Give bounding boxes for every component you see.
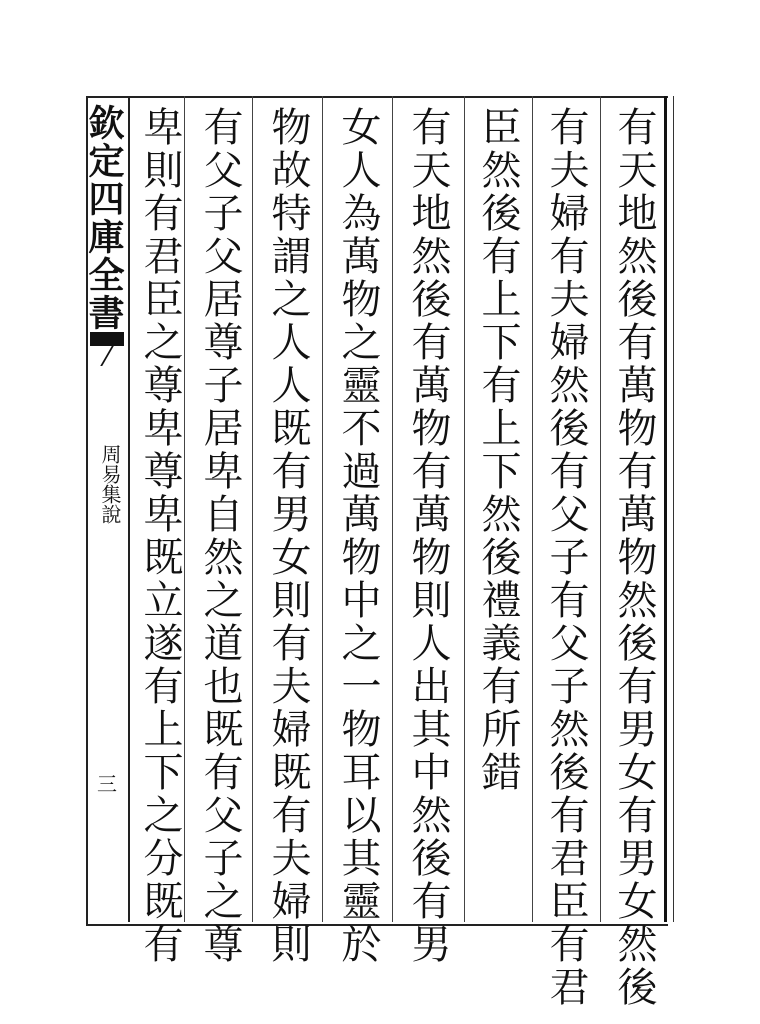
column-divider <box>532 96 533 922</box>
text-column-7: 有父子父居尊子居卑自然之道也既有父子之尊 <box>197 106 243 966</box>
text-column-1: 有天地然後有萬物有萬物然後有男女有男女然後 <box>611 106 657 1009</box>
page-number: 三 <box>97 772 117 796</box>
text-column-6: 物故特謂之人人既有男女則有夫婦既有夫婦則 <box>265 106 311 966</box>
text-column-4: 有天地然後有萬物有萬物則人出其中然後有男 <box>405 106 451 966</box>
page-frame-right-border <box>664 96 674 922</box>
text-column-8: 卑則有君臣之尊卑尊卑既立遂有上下之分既有 <box>137 106 183 966</box>
column-divider <box>322 96 323 922</box>
text-column-3: 臣然後有上下有上下然後禮義有所錯 <box>475 106 521 794</box>
column-divider <box>600 96 601 922</box>
text-column-2: 有夫婦有夫婦然後有父子有父子然後有君臣有君 <box>543 106 589 1009</box>
text-column-5: 女人為萬物之靈不過萬物中之一物耳以其靈於 <box>335 106 381 966</box>
collection-title: 欽定四庫全書 <box>83 104 125 332</box>
column-divider <box>464 96 465 922</box>
column-divider <box>392 96 393 922</box>
book-title: 周易集說 <box>98 444 122 524</box>
fish-tail-mark <box>90 332 124 346</box>
column-divider <box>252 96 253 922</box>
